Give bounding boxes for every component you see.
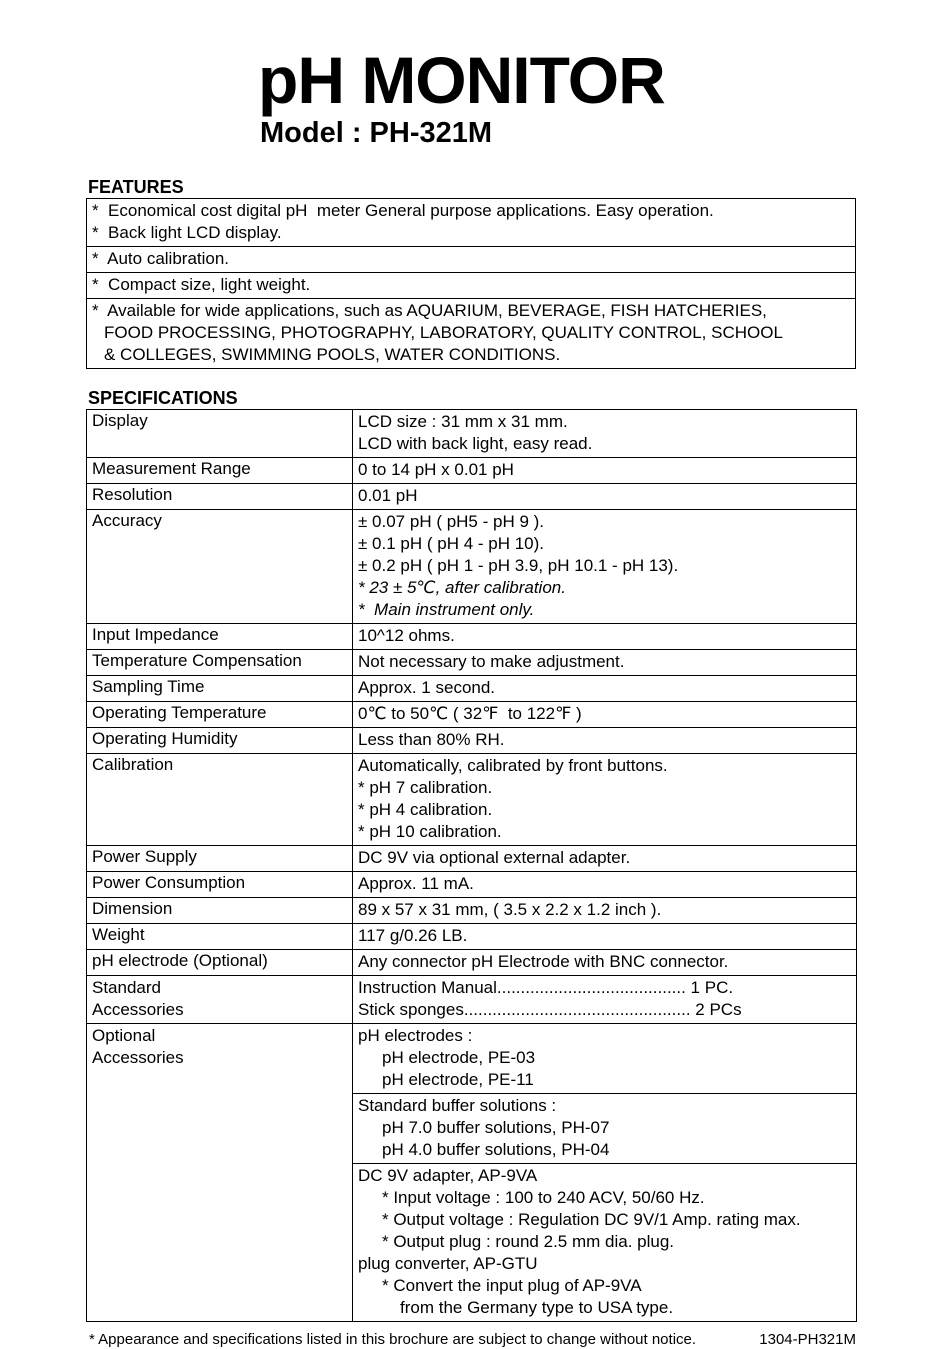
spec-value-line: * pH 7 calibration. xyxy=(358,778,493,797)
spec-value-line: * Output voltage : Regulation DC 9V/1 Amp. rating max. xyxy=(382,1210,801,1229)
spec-value-line: pH 7.0 buffer solutions, PH-07 xyxy=(382,1118,610,1137)
spec-value-line: pH electrode, PE-11 xyxy=(382,1070,534,1089)
table-row xyxy=(87,458,857,484)
spec-label: Dimension xyxy=(87,898,353,924)
spec-label xyxy=(87,976,353,1024)
spec-value-line: * pH 10 calibration. xyxy=(358,822,502,841)
table-row xyxy=(87,728,857,754)
spec-value xyxy=(353,846,857,872)
spec-value-line: * Output plug : round 2.5 mm dia. plug. xyxy=(382,1232,675,1251)
spec-label: Operating Temperature xyxy=(87,702,353,728)
feature-line: * Back light LCD display. xyxy=(92,223,282,242)
spec-value xyxy=(353,650,857,676)
table-row xyxy=(87,299,856,369)
spec-value-line: Automatically, calibrated by front buttons. xyxy=(358,756,668,775)
spec-value xyxy=(353,702,857,728)
spec-value-line: Approx. 11 mA. xyxy=(358,874,474,893)
table-row xyxy=(87,846,857,872)
table-row xyxy=(87,510,857,624)
document-footer xyxy=(86,1331,856,1349)
spec-value xyxy=(353,1094,857,1164)
feature-line: * Available for wide applications, such as AQUARIUM, BEVERAGE, FISH HATCHERIES, xyxy=(92,301,767,320)
spec-value-line: Any connector pH Electrode with BNC connector. xyxy=(358,952,729,971)
spec-value-line: 0.01 pH xyxy=(358,486,418,505)
specifications-section xyxy=(86,388,943,1322)
spec-value-line: pH 4.0 buffer solutions, PH-04 xyxy=(382,1140,610,1159)
spec-label: Power Supply xyxy=(87,846,353,872)
spec-label: pH electrode (Optional) xyxy=(87,950,353,976)
spec-value-line: Approx. 1 second. xyxy=(358,678,496,697)
spec-value-line: 0 to 14 pH x 0.01 pH xyxy=(358,460,514,479)
spec-value-line: Less than 80% RH. xyxy=(358,730,505,749)
spec-value xyxy=(353,1024,857,1094)
spec-value-line: Standard buffer solutions : xyxy=(358,1096,557,1115)
spec-value-line: Stick sponges................................................ 2 PCs xyxy=(358,1000,742,1019)
spec-label: Weight xyxy=(87,924,353,950)
spec-value xyxy=(353,624,857,650)
model-subtitle: Model : PH-321M xyxy=(260,117,493,149)
table-row xyxy=(87,199,856,247)
spec-label: Power Consumption xyxy=(87,872,353,898)
spec-value xyxy=(353,728,857,754)
spec-label: Calibration xyxy=(87,754,353,846)
spec-label: Measurement Range xyxy=(87,458,353,484)
features-section xyxy=(86,177,943,369)
specifications-heading: SPECIFICATIONS xyxy=(88,388,238,408)
spec-label: Temperature Compensation xyxy=(87,650,353,676)
feature-cell xyxy=(87,273,856,299)
spec-value-line: 89 x 57 x 31 mm, ( 3.5 x 2.2 x 1.2 inch ). xyxy=(358,900,662,919)
spec-value-line: ± 0.2 pH ( pH 1 - pH 3.9, pH 10.1 - pH 13). xyxy=(358,556,679,575)
feature-line: FOOD PROCESSING, PHOTOGRAPHY, LABORATORY, QUALITY CONTROL, SCHOOL xyxy=(104,323,783,342)
table-row xyxy=(87,676,857,702)
document-code: 1304-PH321M xyxy=(759,1331,856,1348)
spec-value-line: from the Germany type to USA type. xyxy=(400,1298,674,1317)
spec-value xyxy=(353,510,857,624)
spec-label: Sampling Time xyxy=(87,676,353,702)
spec-value xyxy=(353,924,857,950)
spec-value-line: plug converter, AP-GTU xyxy=(358,1254,538,1273)
spec-value-line: LCD with back light, easy read. xyxy=(358,434,593,453)
features-table xyxy=(86,198,856,369)
spec-value xyxy=(353,484,857,510)
spec-value-line: Not necessary to make adjustment. xyxy=(358,652,625,671)
spec-label: Input Impedance xyxy=(87,624,353,650)
feature-cell xyxy=(87,247,856,273)
spec-value xyxy=(353,676,857,702)
table-row xyxy=(87,410,857,458)
spec-value-line: ± 0.07 pH ( pH5 - pH 9 ). xyxy=(358,512,545,531)
page-title: pH MONITOR xyxy=(258,43,665,117)
table-row xyxy=(87,702,857,728)
table-row xyxy=(87,950,857,976)
table-row xyxy=(87,650,857,676)
spec-value-line: DC 9V via optional external adapter. xyxy=(358,848,631,867)
spec-value xyxy=(353,950,857,976)
spec-value-line: * Convert the input plug of AP-9VA xyxy=(382,1276,642,1295)
table-row xyxy=(87,247,856,273)
spec-value xyxy=(353,754,857,846)
spec-label-line: Standard xyxy=(92,978,161,997)
spec-value xyxy=(353,1164,857,1322)
table-row xyxy=(87,924,857,950)
table-row xyxy=(87,754,857,846)
spec-label-line: Accessories xyxy=(92,1000,184,1019)
spec-label-line: Optional xyxy=(92,1026,156,1045)
table-row xyxy=(87,976,857,1024)
document-header xyxy=(258,43,943,150)
spec-value-line: ± 0.1 pH ( pH 4 - pH 10). xyxy=(358,534,545,553)
specifications-table xyxy=(86,409,857,1322)
feature-line: & COLLEGES, SWIMMING POOLS, WATER CONDITIONS. xyxy=(104,345,561,364)
spec-value xyxy=(353,872,857,898)
table-row xyxy=(87,898,857,924)
spec-value xyxy=(353,898,857,924)
feature-line: * Economical cost digital pH meter General purpose applications. Easy operation. xyxy=(92,201,714,220)
spec-label: Resolution xyxy=(87,484,353,510)
spec-label xyxy=(87,1024,353,1322)
footer-note: * Appearance and specifications listed in this brochure are subject to change without notice. xyxy=(89,1331,697,1348)
spec-value-line: DC 9V adapter, AP-9VA xyxy=(358,1166,538,1185)
spec-value-line: 10^12 ohms. xyxy=(358,626,455,645)
spec-value xyxy=(353,976,857,1024)
spec-label: Display xyxy=(87,410,353,458)
spec-value-line: 0℃ to 50℃ ( 32℉ to 122℉ ) xyxy=(358,704,582,723)
spec-value-line: pH electrodes : xyxy=(358,1026,473,1045)
table-row xyxy=(87,872,857,898)
spec-value-line: LCD size : 31 mm x 31 mm. xyxy=(358,412,568,431)
table-row xyxy=(87,273,856,299)
spec-label: Operating Humidity xyxy=(87,728,353,754)
feature-line: * Auto calibration. xyxy=(92,249,230,268)
feature-cell xyxy=(87,299,856,369)
table-row xyxy=(87,1024,857,1094)
table-row xyxy=(87,484,857,510)
spec-value xyxy=(353,410,857,458)
spec-value-line: Instruction Manual........................................ 1 PC. xyxy=(358,978,734,997)
table-row xyxy=(87,624,857,650)
spec-value-line: * pH 4 calibration. xyxy=(358,800,493,819)
spec-label: Accuracy xyxy=(87,510,353,624)
spec-value xyxy=(353,458,857,484)
spec-value-line: 117 g/0.26 LB. xyxy=(358,926,468,945)
features-heading: FEATURES xyxy=(88,177,184,197)
spec-label-line: Accessories xyxy=(92,1048,184,1067)
feature-line: * Compact size, light weight. xyxy=(92,275,311,294)
spec-value-line: * Main instrument only. xyxy=(358,600,535,619)
spec-value-line: * 23 ± 5℃, after calibration. xyxy=(358,578,566,597)
spec-value-line: pH electrode, PE-03 xyxy=(382,1048,536,1067)
feature-cell xyxy=(87,199,856,247)
spec-value-line: * Input voltage : 100 to 240 ACV, 50/60 Hz. xyxy=(382,1188,705,1207)
